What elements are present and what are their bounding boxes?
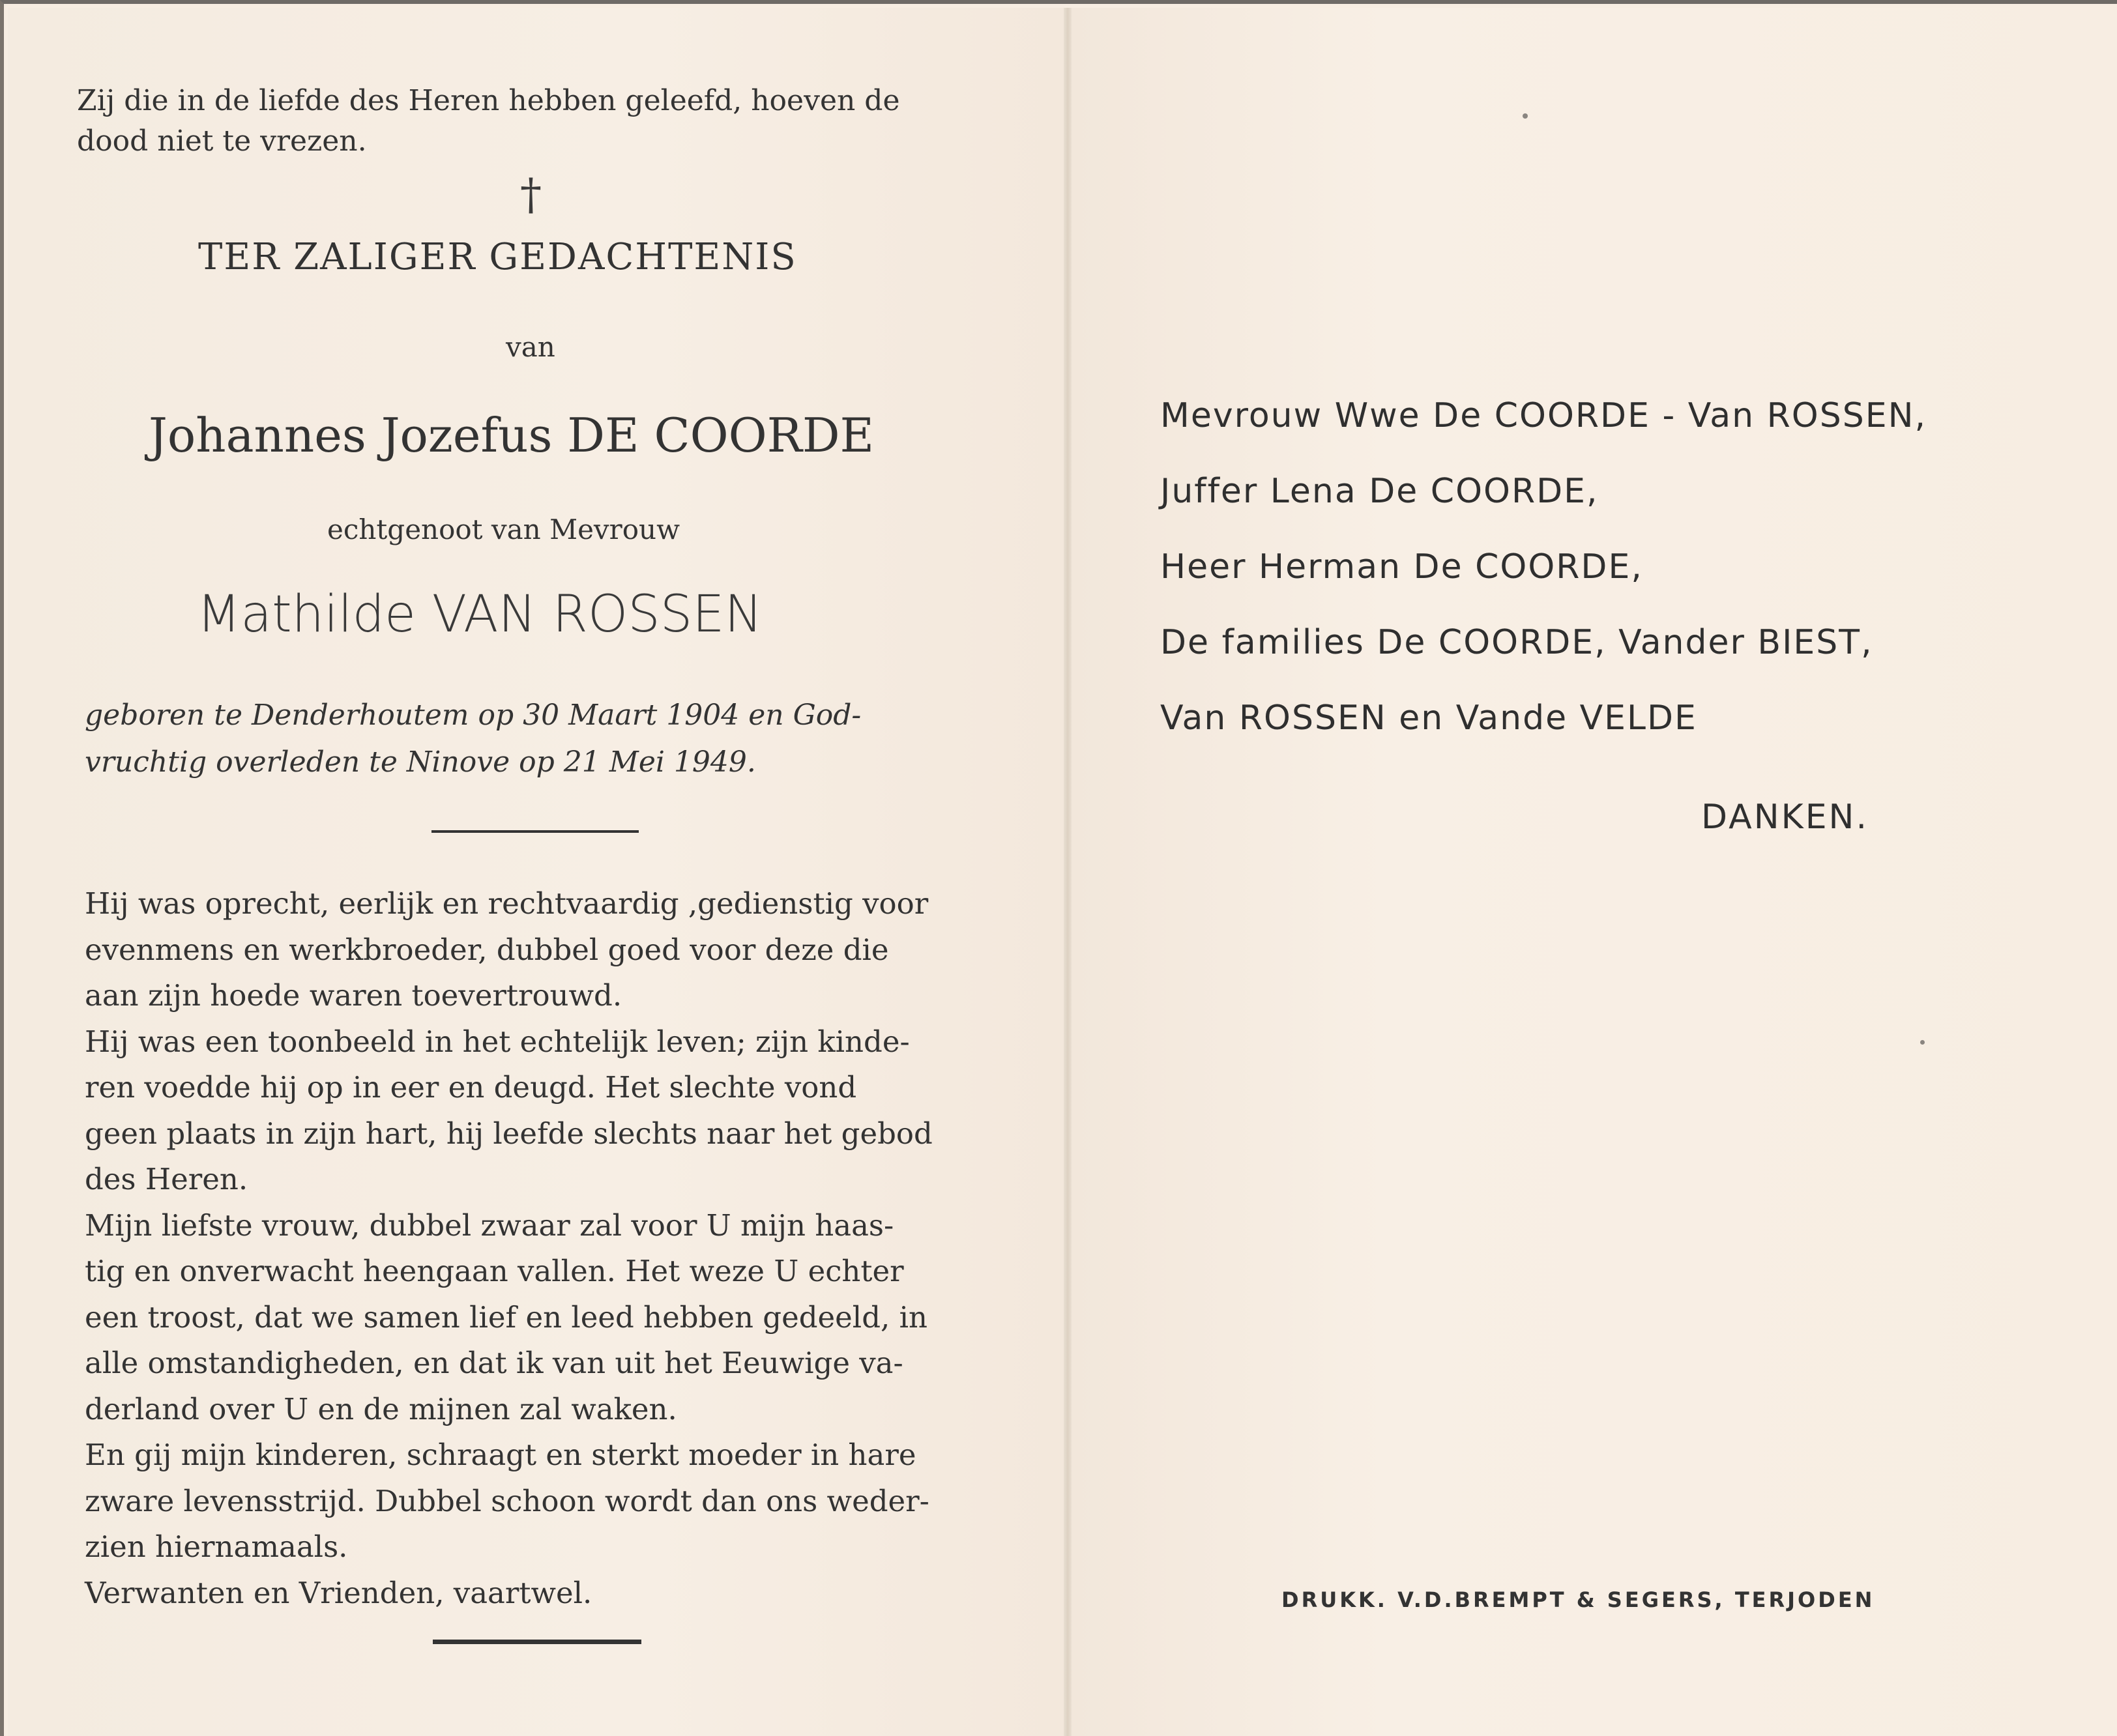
divider-rule-bottom <box>433 1640 641 1644</box>
eulogy-line: evenmens en werkbroeder, dubbel goed voor deze die <box>85 932 889 967</box>
paper-speck <box>1920 1040 1925 1045</box>
eulogy-line: Verwanten en Vrienden, vaartwel. <box>85 1575 592 1610</box>
eulogy-line: aan zijn hoede waren toevertrouwd. <box>85 978 622 1013</box>
thanks-label: DANKEN. <box>1701 798 1869 837</box>
family-line-5: Van ROSSEN en Vande VELDE <box>1160 699 1697 738</box>
eulogy-line: geen plaats in zijn hart, hij leefde slechts naar het gebod <box>85 1116 933 1151</box>
eulogy-line: alle omstandigheden, en dat ik van uit het Eeuwige va- <box>85 1346 903 1380</box>
heading-ter-zaliger-gedachtenis: TER ZALIGER GEDACHTENIS <box>198 236 797 278</box>
family-line-3: Heer Herman De COORDE, <box>1160 547 1643 586</box>
deceased-name: Johannes Jozefus DE COORDE <box>149 408 875 463</box>
eulogy-text <box>85 881 933 1616</box>
dates-line-2: vruchtig overleden te Ninove op 21 Mei 1949. <box>85 745 756 779</box>
eulogy-line: derland over U en de mijnen zal waken. <box>85 1391 677 1426</box>
family-line-2: Juffer Lena De COORDE, <box>1160 472 1599 511</box>
family-line-1: Mevrouw Wwe De COORDE - Van ROSSEN, <box>1160 396 1927 435</box>
eulogy-line: zien hiernamaals. <box>85 1529 348 1564</box>
spouse-intro: echtgenoot van Mevrouw <box>327 514 680 545</box>
paper-speck <box>1523 113 1528 119</box>
eulogy-line: ren voedde hij op in eer en deugd. Het slechte vond <box>85 1070 857 1105</box>
eulogy-line: Hij was een toonbeeld in het echtelijk leven; zijn kinde- <box>85 1024 910 1059</box>
dates-line-1: geboren te Denderhoutem op 30 Maart 1904 en God- <box>85 699 862 732</box>
spouse-name: Mathilde VAN ROSSEN <box>197 585 763 644</box>
divider-rule-top <box>431 830 639 833</box>
eulogy-line: zware levensstrijd. Dubbel schoon wordt dan ons weder- <box>85 1483 929 1518</box>
cross-symbol: † <box>520 169 542 220</box>
eulogy-line: Mijn liefste vrouw, dubbel zwaar zal voor U mijn haas- <box>85 1208 894 1243</box>
eulogy-line: een troost, dat we samen lief en leed hebben gedeeld, in <box>85 1299 927 1335</box>
printer-imprint: DRUKK. V.D.BREMPT & SEGERS, TERJODEN <box>1281 1587 1875 1612</box>
eulogy-line: En gij mijn kinderen, schraagt en sterkt moeder in hare <box>85 1438 916 1472</box>
van-label: van <box>506 331 555 363</box>
opening-quote-line-2: dood niet te vrezen. <box>77 124 367 158</box>
opening-quote-line-1: Zij die in de liefde des Heren hebben geleefd, hoeven de <box>77 84 900 117</box>
right-panel <box>1072 8 2117 1736</box>
left-panel <box>8 8 1066 1736</box>
family-line-4: De families De COORDE, Vander BIEST, <box>1160 623 1873 662</box>
eulogy-line: Hij was oprecht, eerlijk en rechtvaardig ,gedienstig voor <box>85 886 929 921</box>
eulogy-line: des Heren. <box>85 1162 248 1196</box>
eulogy-line: tig en onverwacht heengaan vallen. Het weze U echter <box>85 1254 904 1288</box>
